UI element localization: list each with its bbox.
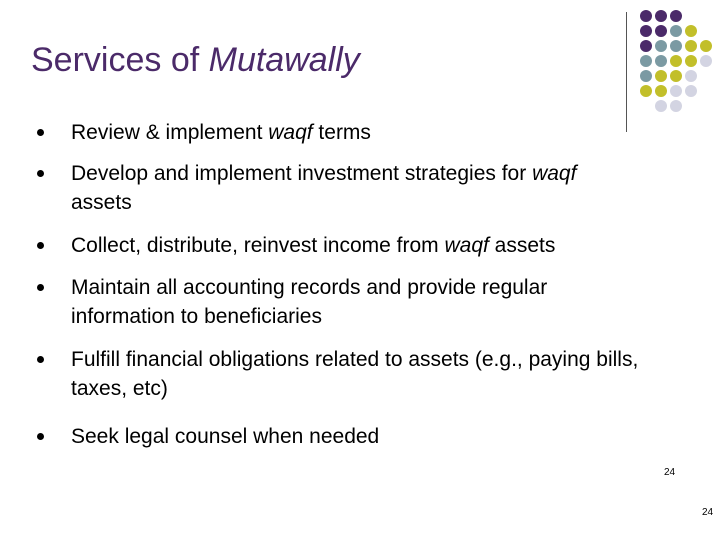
bullet-text-italic: waqf: [532, 162, 577, 185]
bullet-text-part: Collect, distribute, reinvest income from: [71, 234, 445, 257]
slide-title-prefix: Services of: [31, 41, 209, 79]
bullet-text-part: Develop and implement investment strategies for: [71, 162, 533, 185]
bullet-text: [71, 231, 671, 260]
bullet-text-italic: waqf: [268, 121, 313, 144]
bullet-text-part: terms: [312, 121, 371, 144]
bullet-marker: [37, 433, 44, 440]
footer-page-number: 24: [702, 507, 714, 518]
slide-title-emphasis: Mutawally: [208, 41, 360, 79]
bullet-marker: [37, 129, 44, 136]
bullet-text-part: assets: [488, 234, 556, 257]
bullet-text: Fulfill financial obligations related to assets (e.g., paying bills, taxes, etc): [71, 348, 639, 400]
bullet-marker: [37, 356, 44, 363]
bullet-text-part: Review & implement: [71, 121, 269, 144]
bullet-text-italic: waqf: [444, 234, 489, 257]
bullet-marker: [37, 284, 44, 291]
slide-number: 24: [664, 467, 676, 478]
bullet-text: Maintain all accounting records and provide regular information to beneficiaries: [71, 276, 548, 328]
bullet-text: [71, 118, 671, 147]
bullet-text-part: assets: [71, 191, 132, 214]
bullet-text: [71, 159, 671, 217]
bullet-marker: [37, 170, 44, 177]
bullet-marker: [37, 242, 44, 249]
bullet-text: Seek legal counsel when needed: [71, 425, 380, 448]
